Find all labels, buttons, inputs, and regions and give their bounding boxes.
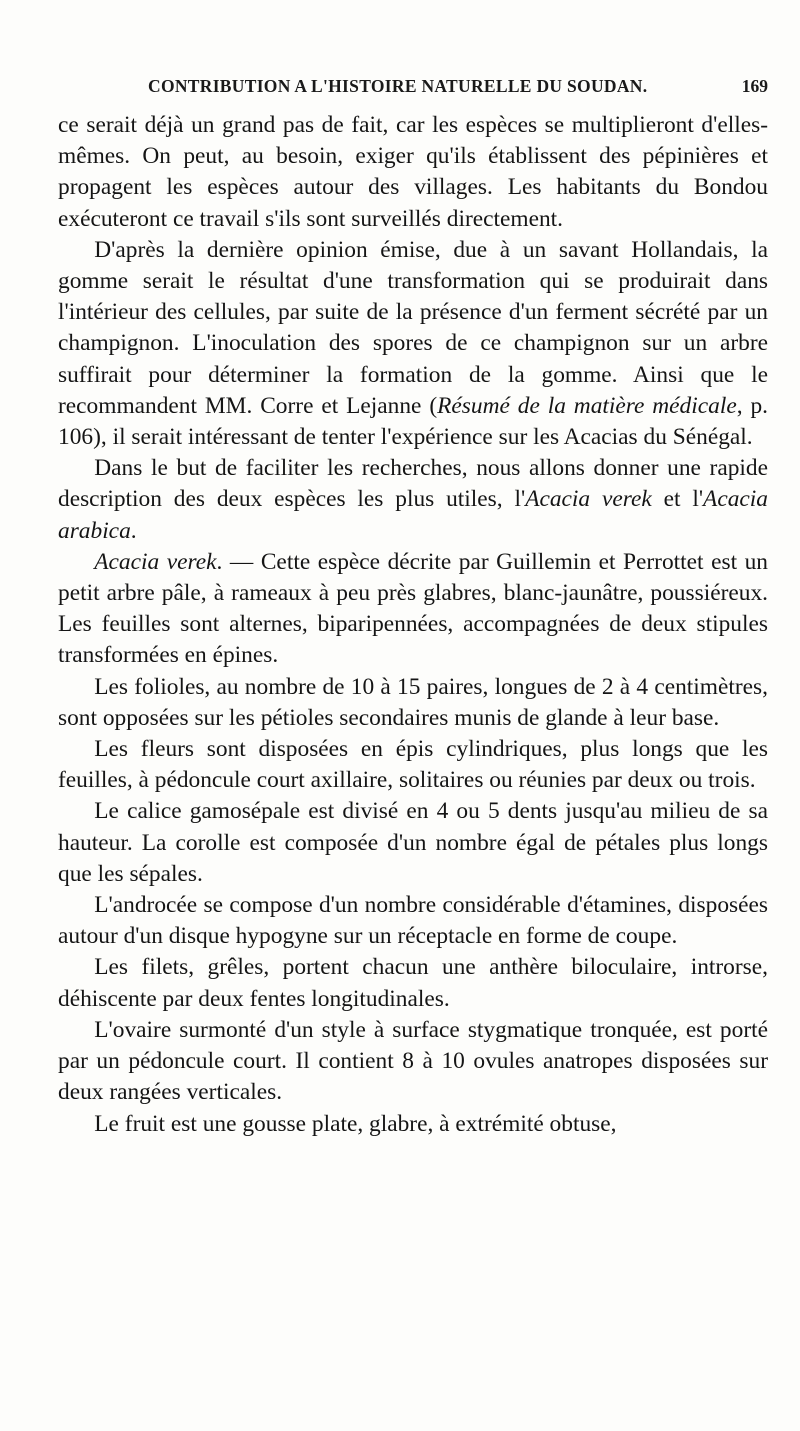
text-run: L'androcée se compose d'un nombre considérable d'étamines, disposées autour d'un disque hypogyne sur un réceptacle en forme de coupe. (58, 892, 768, 950)
species-heading: Acacia verek (94, 548, 217, 575)
paragraph (58, 453, 768, 547)
paragraph (58, 734, 768, 796)
text-run: et l' (651, 486, 704, 513)
text-run: L'ovaire surmonté d'un style à surface stygmatique tronquée, est porté par un pédoncule court. Il contient 8 à 10 ovules anatropes disposées sur deux rangées verticales. (58, 1016, 768, 1106)
book-title: Résumé de la matière médicale (437, 392, 737, 419)
paragraph (58, 952, 768, 1014)
page-number: 169 (741, 76, 768, 96)
paragraph (58, 796, 768, 890)
body-text (58, 110, 768, 1140)
paragraph (58, 110, 768, 235)
text-run: Le fruit est une gousse plate, glabre, à extrémité obtuse, (94, 1110, 617, 1137)
text-run: . (130, 517, 137, 544)
paragraph (58, 672, 768, 734)
text-run: Dans le but de faciliter les recherches, nous allons donner une rapide description des deux espèces les plus utiles, l' (58, 455, 768, 513)
running-head (58, 76, 768, 98)
paragraph (58, 890, 768, 952)
running-title: CONTRIBUTION A L'HISTOIRE NATURELLE DU SOUDAN. (148, 76, 648, 96)
species-name: Acacia arabica (58, 486, 768, 544)
species-name: Acacia verek (525, 486, 652, 513)
paragraph (58, 547, 768, 672)
text-run: Les filets, grêles, portent chacun une anthère biloculaire, introrse, déhiscente par deux fentes longitudinales. (58, 954, 768, 1012)
text-run: . — Cette espèce décrite par Guillemin et Perrottet est un petit arbre pâle, à rameaux à peu près glabres, blanc-jaunâtre, poussiéreux. Les feuilles sont alternes, biparipennées, accompagnées de deux stipules transformées en épines. (58, 548, 768, 669)
paragraph (58, 235, 768, 453)
text-run: Les folioles, au nombre de 10 à 15 paires, longues de 2 à 4 centimètres, sont opposées sur les pétioles secondaires munis de glande à leur base. (58, 673, 768, 731)
text-run: , p. 106), il serait intéressant de tenter l'expérience sur les Acacias du Sénégal. (58, 392, 768, 451)
paragraph (58, 1109, 768, 1140)
text-run: Le calice gamosépale est divisé en 4 ou 5 dents jusqu'au milieu de sa hauteur. La corolle est composée d'un nombre égal de pétales plus longs que les sépales. (58, 798, 768, 887)
text-run: Les fleurs sont disposées en épis cylindriques, plus longs que les feuilles, à pédoncule court axillaire, solitaires ou réunies par deux ou trois. (58, 736, 768, 794)
text-run: D'après la dernière opinion émise, due à un savant Hollandais, la gomme serait le résultat d'une transformation qui se produirait dans l'intérieur des cellules, par suite de la présence d'un ferment sécrété par un champignon. L'inoculation des spores de ce champignon sur un arbre suffirait pour déterminer la formation de la gomme. Ainsi que le recommandent MM. Corre et Lejanne ( (58, 236, 768, 419)
paragraph (58, 1015, 768, 1109)
text-run: ce serait déjà un grand pas de fait, car les espèces se multiplieront d'elles-mêmes. On peut, au besoin, exiger qu'ils établissent des pépinières et propagent les espèces autour des villages. Les habitants du Bondou exécuteront ce travail s'ils sont surveillés directement. (58, 112, 768, 232)
